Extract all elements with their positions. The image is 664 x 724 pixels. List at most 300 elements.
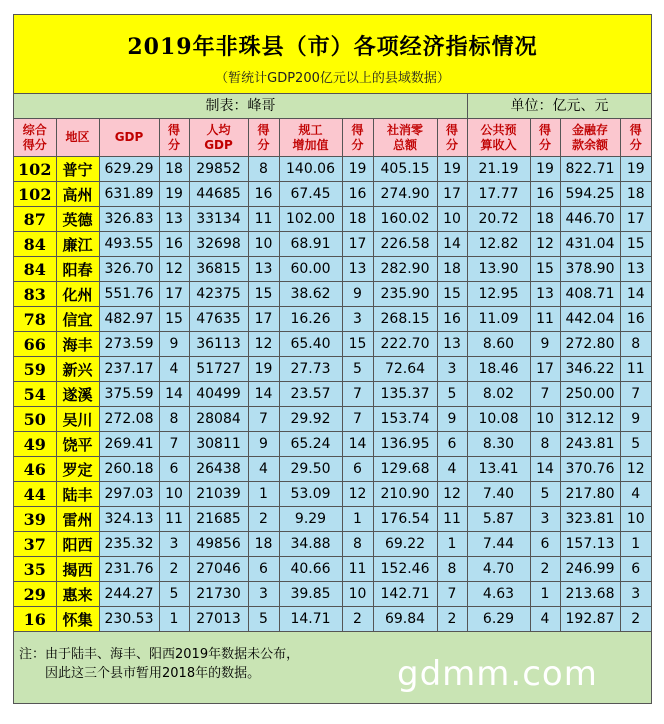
table-cell: 8	[530, 432, 560, 457]
column-header-line: 分	[257, 137, 270, 152]
table-cell: 2	[437, 607, 467, 632]
table-cell: 5	[248, 607, 279, 632]
table-cell: 29.50	[279, 457, 342, 482]
column-header-line: 款余额	[571, 137, 608, 152]
table-cell: 152.46	[373, 557, 437, 582]
table-cell: 10	[437, 207, 467, 232]
column-header-line: 增加值	[292, 137, 329, 152]
header-row	[14, 119, 651, 157]
table-cell: 15	[342, 332, 373, 357]
table-cell: 136.95	[373, 432, 437, 457]
table-cell: 18	[342, 207, 373, 232]
table-cell: 5	[620, 432, 651, 457]
table-cell: 192.87	[560, 607, 620, 632]
table-cell: 3	[342, 307, 373, 332]
table-row	[14, 157, 651, 182]
total-score-cell: 37	[14, 532, 56, 557]
table-cell: 11	[248, 207, 279, 232]
table-cell: 18	[620, 182, 651, 207]
page-title: 2019年非珠县（市）各项经济指标情况	[127, 34, 538, 60]
footnote-line-2: 因此这三个县市暂用2018年的数据。	[19, 666, 261, 681]
table-cell: 6	[248, 557, 279, 582]
table-cell: 19	[248, 357, 279, 382]
column-header-line: 分	[167, 137, 180, 152]
region-cell: 海丰	[56, 332, 99, 357]
column-header-line: 地区	[65, 130, 90, 144]
table-cell: 7	[530, 382, 560, 407]
table-cell: 8	[342, 532, 373, 557]
table-cell: 16	[530, 182, 560, 207]
table-cell: 27013	[189, 607, 248, 632]
table-cell: 2	[620, 607, 651, 632]
table-cell: 19	[342, 157, 373, 182]
region-cell: 阳西	[56, 532, 99, 557]
column-header-line: GDP	[114, 130, 144, 144]
table-cell: 210.90	[373, 482, 437, 507]
table-cell: 8.30	[467, 432, 530, 457]
column-header	[560, 119, 620, 157]
column-header-line: 公共预	[480, 122, 517, 137]
table-cell: 13.90	[467, 257, 530, 282]
table-cell: 235.90	[373, 282, 437, 307]
region-cell: 化州	[56, 282, 99, 307]
table-row	[14, 307, 651, 332]
table-cell: 13	[159, 207, 189, 232]
column-header	[279, 119, 342, 157]
total-score-cell: 78	[14, 307, 56, 332]
table-cell: 16	[159, 232, 189, 257]
table-cell: 11	[620, 357, 651, 382]
table-cell: 23.57	[279, 382, 342, 407]
column-header-line: 分	[538, 137, 551, 152]
table-cell: 4	[620, 482, 651, 507]
table-cell: 157.13	[560, 532, 620, 557]
table-cell: 19	[620, 157, 651, 182]
table-cell: 8.02	[467, 382, 530, 407]
total-score-cell: 84	[14, 257, 56, 282]
table-cell: 346.22	[560, 357, 620, 382]
region-cell: 吴川	[56, 407, 99, 432]
table-cell: 14	[620, 282, 651, 307]
table-cell: 17.77	[467, 182, 530, 207]
table-cell: 405.15	[373, 157, 437, 182]
table-cell: 446.70	[560, 207, 620, 232]
table-cell: 16	[342, 182, 373, 207]
table-cell: 7	[437, 582, 467, 607]
total-score-cell: 102	[14, 182, 56, 207]
table-cell: 370.76	[560, 457, 620, 482]
table-cell: 39.85	[279, 582, 342, 607]
table-row	[14, 357, 651, 382]
table-cell: 11	[437, 507, 467, 532]
table-cell: 408.71	[560, 282, 620, 307]
table-cell: 5	[159, 582, 189, 607]
region-cell: 信宜	[56, 307, 99, 332]
table-cell: 5	[437, 382, 467, 407]
table-body	[14, 157, 651, 632]
table-cell: 1	[530, 582, 560, 607]
table-cell: 431.04	[560, 232, 620, 257]
region-cell: 高州	[56, 182, 99, 207]
table-cell: 5	[342, 357, 373, 382]
table-cell: 14	[159, 382, 189, 407]
table-cell: 4.70	[467, 557, 530, 582]
region-cell: 饶平	[56, 432, 99, 457]
region-cell: 怀集	[56, 607, 99, 632]
table-cell: 15	[437, 282, 467, 307]
total-score-cell: 54	[14, 382, 56, 407]
table-row	[14, 182, 651, 207]
table-cell: 493.55	[99, 232, 159, 257]
total-score-cell: 44	[14, 482, 56, 507]
table-cell: 594.25	[560, 182, 620, 207]
table-cell: 8	[620, 332, 651, 357]
unit-label: 单位：亿元、元	[510, 98, 609, 114]
table-cell: 51727	[189, 357, 248, 382]
table-cell: 10	[248, 232, 279, 257]
table-cell: 312.12	[560, 407, 620, 432]
table-cell: 68.91	[279, 232, 342, 257]
table-cell: 1	[437, 532, 467, 557]
table-cell: 8	[248, 157, 279, 182]
table-cell: 629.29	[99, 157, 159, 182]
table-cell: 29.92	[279, 407, 342, 432]
table-cell: 12	[620, 457, 651, 482]
table-cell: 3	[530, 507, 560, 532]
table-cell: 442.04	[560, 307, 620, 332]
column-header	[159, 119, 189, 157]
table-cell: 6	[159, 457, 189, 482]
total-score-cell: 84	[14, 232, 56, 257]
table-cell: 15	[159, 307, 189, 332]
table-cell: 4.63	[467, 582, 530, 607]
table-cell: 15	[620, 232, 651, 257]
total-score-cell: 46	[14, 457, 56, 482]
table-cell: 6.29	[467, 607, 530, 632]
table-cell: 1	[620, 532, 651, 557]
table-cell: 19	[530, 157, 560, 182]
table-cell: 4	[248, 457, 279, 482]
table-cell: 9	[248, 432, 279, 457]
column-header	[342, 119, 373, 157]
table-cell: 65.40	[279, 332, 342, 357]
table-cell: 9	[437, 407, 467, 432]
table-cell: 631.89	[99, 182, 159, 207]
column-header-line: 综合	[22, 122, 47, 137]
table-cell: 53.09	[279, 482, 342, 507]
table-cell: 13	[620, 257, 651, 282]
table-cell: 27046	[189, 557, 248, 582]
table-cell: 297.03	[99, 482, 159, 507]
table-cell: 9.29	[279, 507, 342, 532]
table-cell: 7.40	[467, 482, 530, 507]
region-cell: 惠来	[56, 582, 99, 607]
table-row	[14, 332, 651, 357]
meta-bar	[14, 94, 651, 119]
footnote-text	[19, 645, 299, 683]
table-cell: 231.76	[99, 557, 159, 582]
table-cell: 65.24	[279, 432, 342, 457]
table-cell: 160.02	[373, 207, 437, 232]
table-cell: 12.95	[467, 282, 530, 307]
column-header-line: 规工	[298, 122, 323, 137]
region-cell: 英德	[56, 207, 99, 232]
table-header	[14, 119, 651, 157]
table-cell: 20.72	[467, 207, 530, 232]
table-cell: 21730	[189, 582, 248, 607]
table-cell: 13	[530, 282, 560, 307]
table-cell: 7	[342, 407, 373, 432]
table-cell: 1	[159, 607, 189, 632]
table-cell: 482.97	[99, 307, 159, 332]
table-cell: 36113	[189, 332, 248, 357]
table-row	[14, 457, 651, 482]
table-cell: 16	[437, 307, 467, 332]
column-header-line: 金融存	[571, 122, 608, 137]
column-header-line: 总额	[392, 137, 417, 152]
column-header-line: 人均	[206, 122, 231, 137]
column-header-line: 得	[538, 122, 551, 137]
table-cell: 9	[620, 407, 651, 432]
table-cell: 14	[342, 432, 373, 457]
table-cell: 7	[159, 432, 189, 457]
table-cell: 69.84	[373, 607, 437, 632]
table-row	[14, 557, 651, 582]
table-cell: 250.00	[560, 382, 620, 407]
table-cell: 3	[620, 582, 651, 607]
table-cell: 21.19	[467, 157, 530, 182]
table-cell: 246.99	[560, 557, 620, 582]
region-cell: 雷州	[56, 507, 99, 532]
column-header	[620, 119, 651, 157]
table-cell: 14	[530, 457, 560, 482]
table-cell: 260.18	[99, 457, 159, 482]
column-header-line: 得分	[22, 137, 47, 152]
table-cell: 213.68	[560, 582, 620, 607]
table-cell: 4	[530, 607, 560, 632]
table-cell: 3	[248, 582, 279, 607]
table-cell: 17	[159, 282, 189, 307]
table-cell: 15	[530, 257, 560, 282]
indicator-table	[14, 119, 651, 632]
table-cell: 5	[530, 482, 560, 507]
table-cell: 16	[248, 182, 279, 207]
table-cell: 4	[437, 457, 467, 482]
table-cell: 5.87	[467, 507, 530, 532]
table-cell: 28084	[189, 407, 248, 432]
column-header	[437, 119, 467, 157]
total-score-cell: 102	[14, 157, 56, 182]
table-cell: 222.70	[373, 332, 437, 357]
total-score-cell: 29	[14, 582, 56, 607]
table-cell: 47635	[189, 307, 248, 332]
table-row	[14, 432, 651, 457]
table-row	[14, 232, 651, 257]
table-cell: 17	[620, 207, 651, 232]
table-cell: 18	[437, 257, 467, 282]
footnote-line-1: 注：由于陆丰、海丰、阳西2019年数据未公布，	[19, 647, 300, 662]
table-cell: 10	[159, 482, 189, 507]
table-cell: 176.54	[373, 507, 437, 532]
column-header-line: 分	[351, 137, 364, 152]
column-header	[14, 119, 56, 157]
table-cell: 10	[342, 582, 373, 607]
table-cell: 17	[530, 357, 560, 382]
column-header-line: 分	[629, 137, 642, 152]
table-cell: 42375	[189, 282, 248, 307]
table-cell: 129.68	[373, 457, 437, 482]
region-cell: 揭西	[56, 557, 99, 582]
column-header-line: 社消零	[386, 122, 423, 137]
table-cell: 237.17	[99, 357, 159, 382]
table-row	[14, 482, 651, 507]
table-cell: 18	[530, 207, 560, 232]
region-cell: 廉江	[56, 232, 99, 257]
table-cell: 72.64	[373, 357, 437, 382]
table-cell: 8	[437, 557, 467, 582]
table-cell: 12	[159, 257, 189, 282]
table-cell: 13.41	[467, 457, 530, 482]
table-cell: 269.41	[99, 432, 159, 457]
table-cell: 244.27	[99, 582, 159, 607]
table-cell: 8.60	[467, 332, 530, 357]
table-cell: 9	[342, 282, 373, 307]
table-cell: 140.06	[279, 157, 342, 182]
page-subtitle: （暂统计GDP200亿元以上的县域数据）	[215, 71, 450, 86]
table-cell: 323.81	[560, 507, 620, 532]
table-cell: 3	[159, 532, 189, 557]
region-cell: 罗定	[56, 457, 99, 482]
table-cell: 32698	[189, 232, 248, 257]
column-header	[99, 119, 159, 157]
table-maker: 制表：峰哥	[14, 94, 468, 118]
total-score-cell: 16	[14, 607, 56, 632]
table-cell: 272.08	[99, 407, 159, 432]
table-cell: 1	[248, 482, 279, 507]
table-cell: 6	[437, 432, 467, 457]
table-row	[14, 257, 651, 282]
total-score-cell: 39	[14, 507, 56, 532]
table-cell: 16	[620, 307, 651, 332]
table-cell: 26438	[189, 457, 248, 482]
table-cell: 11	[342, 557, 373, 582]
table-cell: 13	[437, 332, 467, 357]
column-header-line: 得	[351, 122, 364, 137]
table-cell: 12.82	[467, 232, 530, 257]
table-cell: 6	[620, 557, 651, 582]
table-cell: 14	[248, 382, 279, 407]
table-cell: 13	[342, 257, 373, 282]
column-header	[530, 119, 560, 157]
table-cell: 14	[437, 232, 467, 257]
stats-sheet	[13, 14, 652, 704]
table-cell: 375.59	[99, 382, 159, 407]
table-cell: 16.26	[279, 307, 342, 332]
table-cell: 12	[248, 332, 279, 357]
table-cell: 235.32	[99, 532, 159, 557]
table-cell: 268.15	[373, 307, 437, 332]
table-cell: 18	[159, 157, 189, 182]
table-cell: 282.90	[373, 257, 437, 282]
table-cell: 17	[248, 307, 279, 332]
table-cell: 217.80	[560, 482, 620, 507]
table-row	[14, 507, 651, 532]
table-cell: 2	[248, 507, 279, 532]
table-cell: 49856	[189, 532, 248, 557]
table-cell: 272.80	[560, 332, 620, 357]
table-cell: 69.22	[373, 532, 437, 557]
table-cell: 135.37	[373, 382, 437, 407]
table-cell: 12	[342, 482, 373, 507]
column-header	[467, 119, 530, 157]
table-cell: 13	[248, 257, 279, 282]
table-cell: 9	[159, 332, 189, 357]
region-cell: 阳春	[56, 257, 99, 282]
table-cell: 2	[530, 557, 560, 582]
title-banner	[14, 15, 651, 94]
region-cell: 新兴	[56, 357, 99, 382]
total-score-cell: 49	[14, 432, 56, 457]
table-cell: 36815	[189, 257, 248, 282]
table-cell: 2	[342, 607, 373, 632]
region-cell: 陆丰	[56, 482, 99, 507]
table-row	[14, 532, 651, 557]
table-cell: 10.08	[467, 407, 530, 432]
table-cell: 11.09	[467, 307, 530, 332]
table-cell: 153.74	[373, 407, 437, 432]
table-cell: 30811	[189, 432, 248, 457]
table-row	[14, 607, 651, 632]
column-header	[56, 119, 99, 157]
table-cell: 15	[248, 282, 279, 307]
table-cell: 17	[437, 182, 467, 207]
table-cell: 226.58	[373, 232, 437, 257]
column-header	[189, 119, 248, 157]
column-header-line: 分	[445, 137, 458, 152]
region-cell: 普宁	[56, 157, 99, 182]
watermark: gdmm.com	[397, 654, 598, 694]
table-cell: 27.73	[279, 357, 342, 382]
total-score-cell: 35	[14, 557, 56, 582]
table-cell: 40.66	[279, 557, 342, 582]
table-cell: 324.13	[99, 507, 159, 532]
column-header-line: 得	[629, 122, 642, 137]
table-cell: 2	[159, 557, 189, 582]
table-cell: 17	[342, 232, 373, 257]
table-row	[14, 282, 651, 307]
table-cell: 38.62	[279, 282, 342, 307]
table-cell: 19	[159, 182, 189, 207]
table-cell: 273.59	[99, 332, 159, 357]
column-header-line: 得	[257, 122, 270, 137]
table-cell: 822.71	[560, 157, 620, 182]
table-cell: 67.45	[279, 182, 342, 207]
table-row	[14, 407, 651, 432]
table-cell: 11	[530, 307, 560, 332]
table-cell: 378.90	[560, 257, 620, 282]
table-cell: 3	[437, 357, 467, 382]
table-cell: 11	[159, 507, 189, 532]
table-cell: 7.44	[467, 532, 530, 557]
table-cell: 10	[620, 507, 651, 532]
table-cell: 7	[342, 382, 373, 407]
table-cell: 326.70	[99, 257, 159, 282]
table-cell: 40499	[189, 382, 248, 407]
table-cell: 12	[437, 482, 467, 507]
table-cell: 21685	[189, 507, 248, 532]
column-header-line: 算收入	[480, 137, 517, 152]
table-cell: 34.88	[279, 532, 342, 557]
